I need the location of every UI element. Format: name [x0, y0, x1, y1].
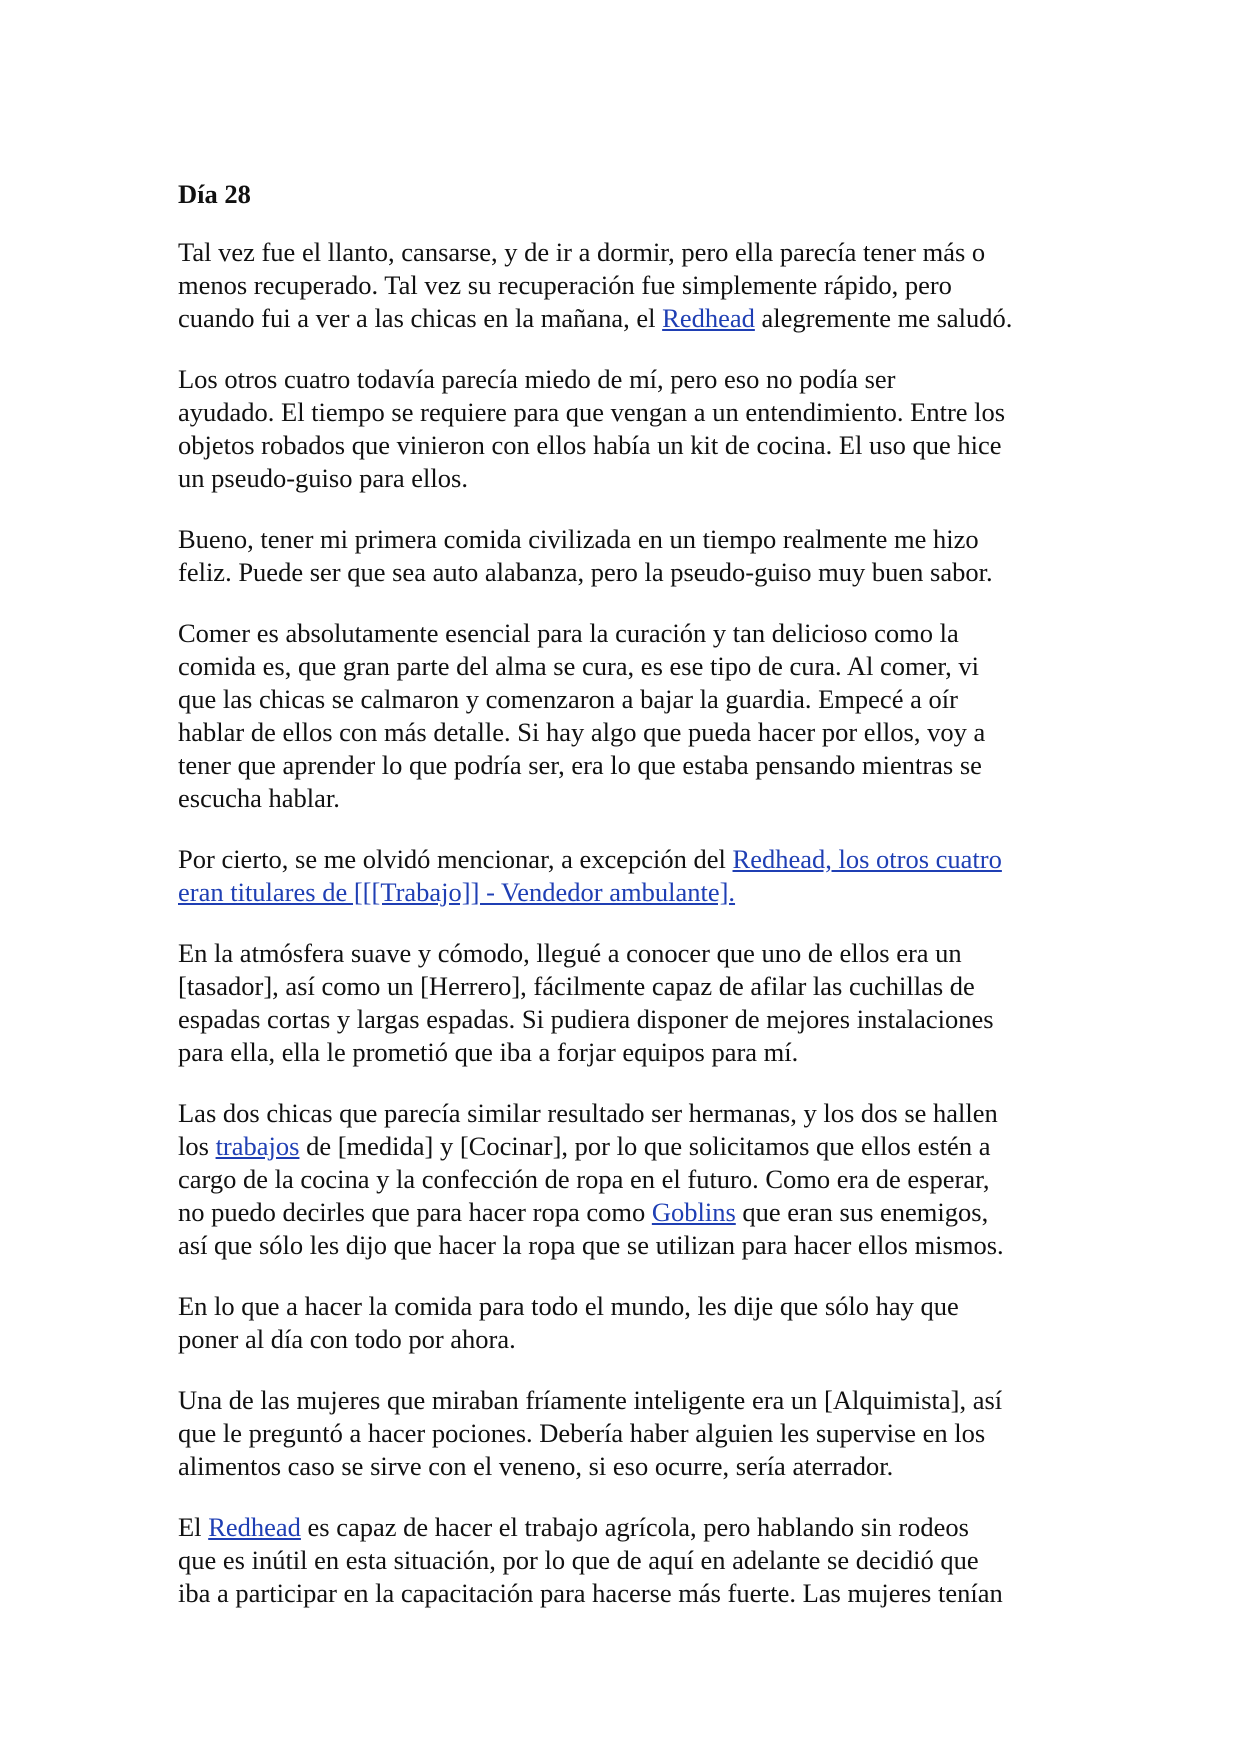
text-line: poner al día con todo por ahora.	[178, 1324, 516, 1354]
chapter-heading: Día 28	[178, 179, 251, 209]
text-line: alimentos caso se sirve con el veneno, si eso ocurre, sería aterrador.	[178, 1451, 894, 1481]
text-line: hablar de ellos con más detalle. Si hay algo que pueda hacer por ellos, voy a	[178, 717, 986, 747]
paragraph-4	[178, 617, 1078, 815]
paragraph-2	[178, 363, 1078, 495]
goblins-link[interactable]: Goblins	[651, 1197, 736, 1227]
text-line	[178, 1130, 1078, 1163]
text-line: En la atmósfera suave y cómodo, llegué a conocer que uno de ellos era un	[178, 938, 962, 968]
text-span: cuando fui a ver a las chicas en la mañana, el	[178, 303, 663, 333]
text-line	[178, 1511, 1078, 1544]
text-line: [tasador], así como un [Herrero], fácilmente capaz de afilar las cuchillas de	[178, 971, 975, 1001]
text-line: Comer es absolutamente esencial para la curación y tan delicioso como la	[178, 618, 959, 648]
redhead-others-link[interactable]: Redhead, los otros cuatro	[732, 844, 1002, 874]
text-line: Una de las mujeres que miraban fríamente inteligente era un [Alquimista], así	[178, 1385, 1003, 1415]
text-line: un pseudo-guiso para ellos.	[178, 463, 468, 493]
text-line: para ella, ella le prometió que iba a forjar equipos para mí.	[178, 1037, 799, 1067]
text-line: ayudado. El tiempo se requiere para que vengan a un entendimiento. Entre los	[178, 397, 1006, 427]
text-line	[178, 1196, 1078, 1229]
text-line: Bueno, tener mi primera comida civilizada en un tiempo realmente me hizo	[178, 524, 979, 554]
paragraph-6	[178, 937, 1078, 1069]
text-line: espadas cortas y largas espadas. Si pudiera disponer de mejores instalaciones	[178, 1004, 994, 1034]
text-line	[178, 843, 1078, 876]
paragraph-10	[178, 1511, 1078, 1610]
trabajos-link[interactable]: trabajos	[215, 1131, 300, 1161]
text-line: menos recuperado. Tal vez su recuperación fue simplemente rápido, pero	[178, 270, 952, 300]
paragraph-1	[178, 236, 1078, 335]
text-span: alegremente me saludó.	[754, 303, 1013, 333]
text-line: objetos robados que vinieron con ellos había un kit de cocina. El uso que hice	[178, 430, 1002, 460]
job-vendor-link[interactable]: eran titulares de [[[Trabajo]] - Vendedor ambulante].	[178, 877, 736, 907]
text-line: iba a participar en la capacitación para hacerse más fuerte. Las mujeres tenían	[178, 1578, 1003, 1608]
text-line	[178, 302, 1078, 335]
text-span: es capaz de hacer el trabajo agrícola, pero hablando sin rodeos	[300, 1512, 969, 1542]
redhead-link[interactable]: Redhead	[208, 1512, 301, 1542]
text-line: En lo que a hacer la comida para todo el mundo, les dije que sólo hay que	[178, 1291, 959, 1321]
text-span: no puedo decirles que para hacer ropa como	[178, 1197, 652, 1227]
text-span: El	[178, 1512, 209, 1542]
text-line: Tal vez fue el llanto, cansarse, y de ir a dormir, pero ella parecía tener más o	[178, 237, 986, 267]
text-line: que le preguntó a hacer pociones. Debería haber alguien les supervise en los	[178, 1418, 986, 1448]
text-line: cargo de la cocina y la confección de ropa en el futuro. Como era de esperar,	[178, 1164, 990, 1194]
text-line: feliz. Puede ser que sea auto alabanza, pero la pseudo-guiso muy buen sabor.	[178, 557, 993, 587]
paragraph-5	[178, 843, 1078, 909]
text-line: Los otros cuatro todavía parecía miedo de mí, pero eso no podía ser	[178, 364, 896, 394]
text-line: así que sólo les dijo que hacer la ropa que se utilizan para hacer ellos mismos.	[178, 1230, 1004, 1260]
paragraph-3	[178, 523, 1078, 589]
text-span: que eran sus enemigos,	[735, 1197, 989, 1227]
text-line: Las dos chicas que parecía similar resultado ser hermanas, y los dos se hallen	[178, 1098, 998, 1128]
paragraph-9	[178, 1384, 1078, 1483]
paragraph-7	[178, 1097, 1078, 1262]
text-line	[178, 876, 1078, 909]
document-page	[178, 178, 1078, 1638]
text-span: de [medida] y [Cocinar], por lo que solicitamos que ellos estén a	[299, 1131, 991, 1161]
redhead-link[interactable]: Redhead	[662, 303, 755, 333]
text-line: tener que aprender lo que podría ser, era lo que estaba pensando mientras se	[178, 750, 982, 780]
text-line: escucha hablar.	[178, 783, 340, 813]
text-line: que es inútil en esta situación, por lo que de aquí en adelante se decidió que	[178, 1545, 979, 1575]
text-line: que las chicas se calmaron y comenzaron a bajar la guardia. Empecé a oír	[178, 684, 958, 714]
text-span: los	[178, 1131, 216, 1161]
paragraph-8	[178, 1290, 1078, 1356]
text-line: comida es, que gran parte del alma se cura, es ese tipo de cura. Al comer, vi	[178, 651, 979, 681]
text-span: Por cierto, se me olvidó mencionar, a excepción del	[178, 844, 733, 874]
